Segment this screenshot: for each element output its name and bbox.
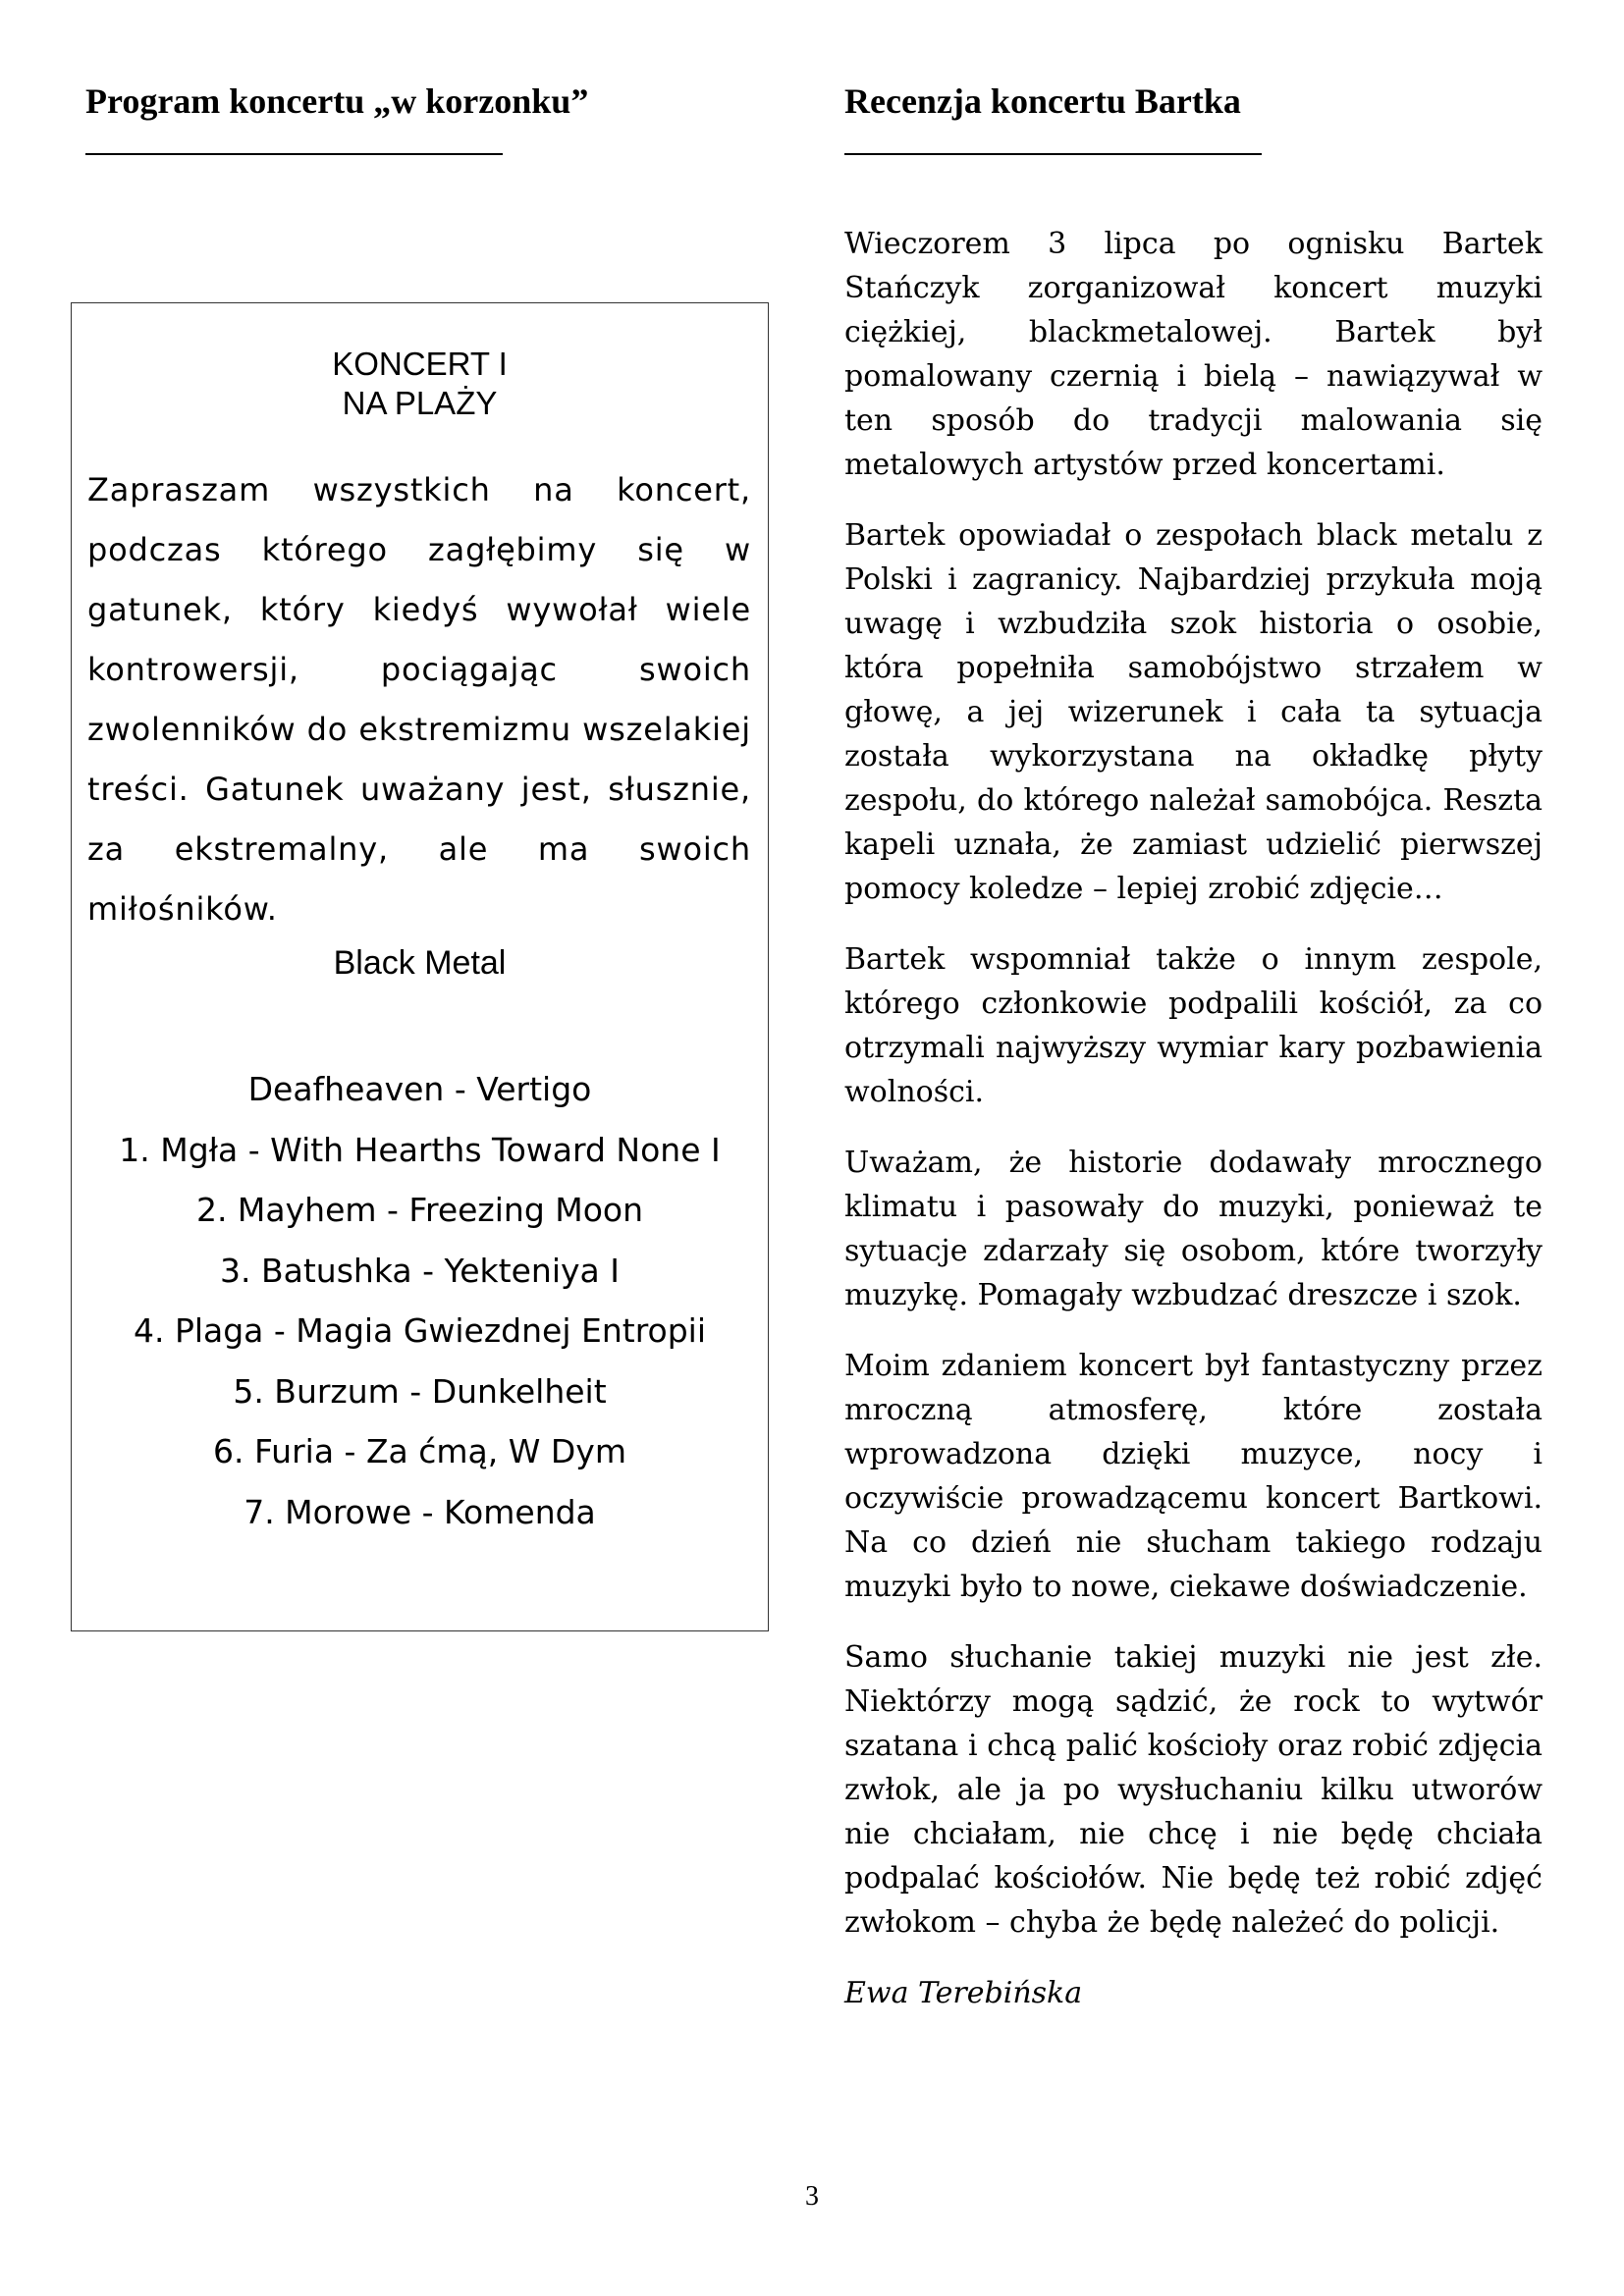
left-heading-rule bbox=[85, 153, 503, 155]
review-paragraph: Uważam, że historie dodawały mrocznego klimatu i pasowały do muzyki, ponieważ te sytuacje zdarzały się osobom, które tworzyły muzykę. Pomagały wzbudzać dreszcze i szok. bbox=[844, 1146, 1543, 1312]
setlist-item: 3. Batushka - Yekteniya I bbox=[220, 1251, 620, 1290]
left-heading: Program koncertu „w korzonku” bbox=[85, 81, 589, 121]
box-genre: Black Metal bbox=[333, 944, 507, 982]
setlist-item: 4. Plaga - Magia Gwiezdnej Entropii bbox=[133, 1311, 707, 1350]
review-paragraph: Wieczorem 3 lipca po ognisku Bartek Stańczyk zorganizował koncert muzyki ciężkiej, blackmetalowej. Bartek był pomalowany czernią i bielą – nawiązywał w ten sposób do tradycji malowania się metalowych artystów przed koncertami. bbox=[844, 227, 1543, 482]
setlist-item: 1. Mgła - With Hearths Toward None I bbox=[119, 1130, 721, 1169]
setlist-item: 5. Burzum - Dunkelheit bbox=[233, 1371, 607, 1411]
review-paragraph: Samo słuchanie takiej muzyki nie jest złe. Niektórzy mogą sądzić, że rock to wytwór szatana i chcą palić kościoły oraz robić zdjęcia zwłok, ale ja po wysłuchaniu kilku utworów nie chciałam, nie chcę i nie będę chciała podpalać kościołów. Nie będę też robić zdjęć zwłokom – chyba że będę należeć do policji. bbox=[844, 1640, 1543, 1940]
setlist-item: 2. Mayhem - Freezing Moon bbox=[195, 1191, 644, 1229]
right-heading-rule bbox=[844, 153, 1262, 155]
review-text bbox=[844, 222, 1543, 2042]
review-paragraph: Bartek opowiadał o zespołach black metalu z Polski i zagranicy. Najbardziej przykuła moją uwagę i wzbudziła szok historia o osobie, która popełniła samobójstwo strzałem w głowę, a jej wizerunek i cała ta sytuacja została wykorzystana na okładkę płyty zespołu, do którego należał samobójca. Reszta kapeli uznała, że zamiast udzielić pierwszej pomocy koledze – lepiej zrobić zdjęcie… bbox=[844, 518, 1543, 906]
right-heading: Recenzja koncertu Bartka bbox=[844, 81, 1241, 121]
review-author: Ewa Terebińska bbox=[844, 1976, 1083, 2010]
page-number: 3 bbox=[805, 2181, 819, 2212]
setlist bbox=[72, 1059, 768, 1542]
concert-box bbox=[71, 302, 769, 1631]
review-paragraph: Moim zdaniem koncert był fantastyczny przez mroczną atmosferę, które została wprowadzona dzięki muzyce, nocy i oczywiście prowadzącemu koncert Bartkowi. Na co dzień nie słucham takiego rodzaju muzyki było to nowe, ciekawe doświadczenie. bbox=[844, 1349, 1543, 1604]
review-paragraph: Bartek wspomniał także o innym zespole, którego członkowie podpalili kościół, za co otrzymali najwyższy wymiar kary pozbawienia wolności. bbox=[844, 942, 1543, 1109]
box-intro: Zapraszam wszystkich na koncert, podczas którego zagłębimy się w gatunek, który kiedyś wywołał wiele kontrowersji, pociągając swoich zwolenników do ekstremizmu wszelakiej treści. Gatunek uważany jest, słusznie, za ekstremalny, ale ma swoich miłośników. bbox=[87, 471, 751, 928]
setlist-item: 7. Morowe - Komenda bbox=[244, 1492, 596, 1531]
box-title-line2: NA PLAŻY bbox=[342, 385, 498, 421]
setlist-item: 6. Furia - Za ćmą, W Dym bbox=[213, 1432, 626, 1470]
box-title-line1: KONCERT I bbox=[332, 346, 508, 382]
setlist-item: Deafheaven - Vertigo bbox=[247, 1070, 592, 1108]
